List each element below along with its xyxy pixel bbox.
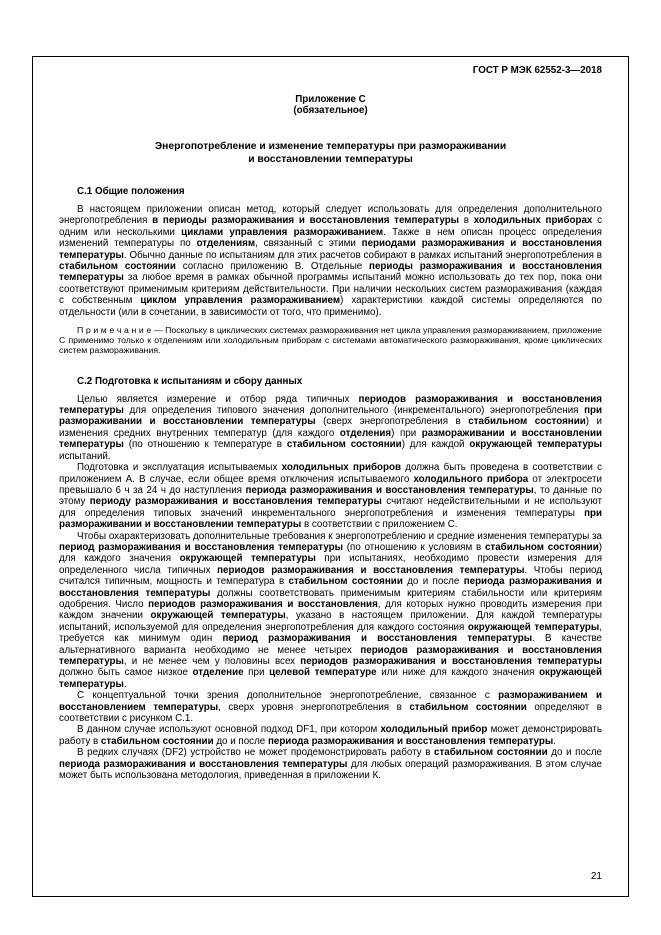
section-c1-note: П р и м е ч а н и е — Поскольку в циклических системах размораживания нет цикла управления размораживанием, приложение С применимо только к отделениям или холодильным приборам с системами автоматического размораживания, кроме циклических систем размораживания. bbox=[59, 325, 602, 356]
annex-obligation-type: (обязательное) bbox=[293, 105, 368, 116]
section-c2-paragraph-3: Чтобы охарактеризовать дополнительные требования к энергопотреблению и средние изменения температуры за период размораживания и восстановления температуры (по отношению к условиям в стабильном состоянии) для каждого значения окружающей температуры при испытаниях, необходимо провести измерения для определенного числа типичных периодов размораживания и восстановления температуры. Чтобы период считался типичным, мощность и температура в стабильном состоянии до и после периода размораживания и восстановления температуры должны соответствовать применимым критериям стабильности или критериям одобрения. Число периодов размораживания и восстановления, для которых нужно проводить измерения при каждом значении окружающей температуры, указано в настоящем приложении. Для каждой температуры испытаний, используемой для определения энергопотребления для каждого состояния окружающей температуры, требуется как минимум один период размораживания и восстановления температуры. В качестве альтернативного варианта необходимо не менее четырех периодов размораживания и восстановления температуры, и не менее чем у половины всех периодов размораживания и восстановления температуры должно быть самое низкое отделение при целевой температуре или ниже для каждого значения окружающей температуры. bbox=[59, 530, 602, 690]
annex-title bbox=[59, 140, 602, 166]
page-number: 21 bbox=[590, 871, 602, 882]
section-c1-paragraph-1: В настоящем приложении описан метод, который следует использовать для определения дополнительного энергопотребления в периоды размораживания и восстановления температуры в холодильных приборах с одним или несколькими циклами управления размораживанием. Также в нем описан процесс определения изменений температуры по отделениям, связанный с этими периодами размораживания и восстановления температуры. Обычно данные по испытаниям для этих расчетов собирают в рамках испытаний энергопотребления в стабильном состоянии согласно приложению В. Отдельные периоды размораживания и восстановления температуры за любое время в рамках обычной программы испытаний можно использовать до тех пор, пока они соответствуют применимым критериям действительности. При наличии нескольких систем размораживания (каждая с собственным циклом управления размораживанием) характеристики каждой системы определяются по отдельности (или в сочетании, в зависимости от того, что применимо). bbox=[59, 204, 602, 318]
document-code: ГОСТ Р МЭК 62552-3—2018 bbox=[472, 65, 602, 76]
section-c2-paragraph-6: В редких случаях (DF2) устройство не может продемонстрировать работу в стабильном состоянии до и после периода размораживания и восстановления температуры для любых операций размораживания. В этом случае может быть использована методология, приведенная в приложении К. bbox=[59, 747, 603, 782]
annex-title-line2: и восстановлении температуры bbox=[248, 154, 413, 165]
annex-title-line1: Энергопотребление и изменение температуры при размораживании bbox=[154, 141, 507, 152]
section-c2-heading: С.2 Подготовка к испытаниям и сбору данных bbox=[77, 375, 303, 387]
section-c2-paragraph-2: Подготовка и эксплуатация испытываемых холодильных приборов должна быть проведена в соответствии с приложением А. В случае, если общее время отключения испытываемого холодильного прибора от электросети превышало 6 ч за 24 ч до наступления периода размораживания и восстановления температуры, то данные по этому периоду размораживания и восстановления температуры считают недействительными и не используют для определения типовых значений инкрементального энергопотребления и изменения температуры при размораживании и восстановлении температуры в соответствии с приложением С. bbox=[59, 462, 602, 531]
page-frame bbox=[32, 56, 629, 897]
section-c2-paragraph-5: В данном случае используют основной подход DF1, при котором холодильный прибор может демонстрировать работу в стабильном состоянии до и после периода размораживания и восстановления температуры. bbox=[59, 724, 602, 747]
section-c2-paragraph-1: Целью является измерение и отбор ряда типичных периодов размораживания и восстановления температуры для определения типового значения дополнительного (инкрементального) энергопотребления при размораживании и восстановлении температуры (сверх энергопотребления в стабильном состоянии) и изменения средних внутренних температур (для каждого отделения) при размораживании и восстановлении температуры (по отношению к температуре в стабильном состоянии) для каждой окружающей температуры испытаний. bbox=[59, 393, 603, 462]
annex-label: Приложение С bbox=[295, 94, 366, 105]
section-c1-heading: С.1 Общие положения bbox=[77, 186, 185, 197]
section-c2-paragraph-4: С концептуальной точки зрения дополнительное энергопотребление, связанное с размораживанием и восстановлением температуры, сверх уровня энергопотребления в стабильном состоянии определяют в соответствии с рисунком С.1. bbox=[59, 690, 602, 725]
